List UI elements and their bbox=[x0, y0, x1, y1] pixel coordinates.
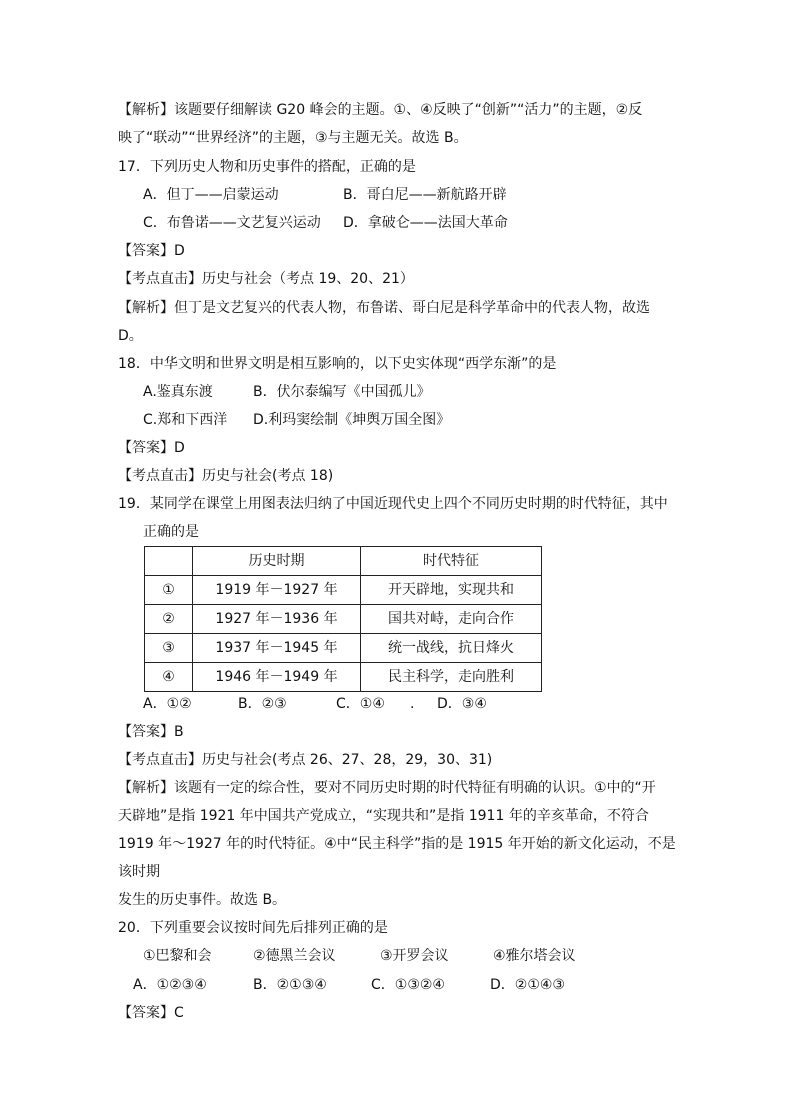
q17-analysis-line1: 【解析】但丁是文艺复兴的代表人物，布鲁诺、哥白尼是科学革命中的代表人物，故选 bbox=[118, 300, 650, 316]
table-cell: ② bbox=[145, 605, 193, 634]
q19-analysis-line5: 发生的历史事件。故选 B。 bbox=[118, 892, 287, 908]
q17-analysis-line2: D。 bbox=[118, 328, 143, 344]
q20-option-c: C．①③②④ bbox=[371, 977, 445, 993]
q20-option-d: D．②①④③ bbox=[490, 977, 565, 993]
table-row bbox=[145, 605, 542, 634]
q19-table bbox=[144, 546, 542, 692]
table-row bbox=[145, 576, 542, 605]
q18-option-a: A.鉴真东渡 bbox=[143, 384, 213, 400]
q17-answer: 【答案】D bbox=[118, 243, 185, 259]
table-cell: 1937 年－1945 年 bbox=[193, 634, 361, 663]
q19-answer: 【答案】B bbox=[118, 724, 184, 740]
q17-stem: 17．下列历史人物和历史事件的搭配，正确的是 bbox=[118, 159, 416, 175]
q20-item-3: ③开罗会议 bbox=[380, 948, 449, 964]
table-header-cell: 时代特征 bbox=[361, 547, 542, 576]
q17-option-d: D．拿破仑——法国大革命 bbox=[343, 215, 508, 231]
table-cell: ① bbox=[145, 576, 193, 605]
q20-answer: 【答案】C bbox=[118, 1005, 184, 1021]
q20-option-b: B．②①③④ bbox=[253, 977, 327, 993]
q18-stem: 18．中华文明和世界文明是相互影响的，以下史实体现“西学东渐”的是 bbox=[118, 356, 557, 372]
q17-option-b: B．哥白尼——新航路开辟 bbox=[343, 187, 507, 203]
table-header-cell: 历史时期 bbox=[193, 547, 361, 576]
table-cell: 民主科学，走向胜利 bbox=[361, 663, 542, 692]
q18-option-b: B．伏尔泰编写《中国孤儿》 bbox=[253, 384, 431, 400]
q19-option-a: A．①② bbox=[143, 696, 192, 712]
q18-answer: 【答案】D bbox=[118, 440, 185, 456]
q19-option-d: D．③④ bbox=[437, 696, 487, 712]
table-header-cell bbox=[145, 547, 193, 576]
q20-option-a: A．①②③④ bbox=[133, 977, 207, 993]
table-cell: 统一战线，抗日烽火 bbox=[361, 634, 542, 663]
table-header-row bbox=[145, 547, 542, 576]
q19-option-b: B．②③ bbox=[238, 696, 287, 712]
table-cell: 1919 年－1927 年 bbox=[193, 576, 361, 605]
q19-stem-line1: 19．某同学在课堂上用图表法归纳了中国近现代史上四个不同历史时期的时代特征，其中 bbox=[118, 496, 668, 512]
q20-item-4: ④雅尔塔会议 bbox=[493, 948, 576, 964]
table-cell: 1927 年－1936 年 bbox=[193, 605, 361, 634]
q19-option-c: C．①④ bbox=[336, 696, 385, 712]
q19-analysis-line2: 天辟地”是指 1921 年中国共产党成立，“实现共和”是指 1911 年的辛亥革命，不符合 bbox=[118, 808, 649, 824]
q17-point: 【考点直击】历史与社会（考点 19、20、21） bbox=[118, 271, 414, 287]
table-row bbox=[145, 663, 542, 692]
table-cell: 开天辟地，实现共和 bbox=[361, 576, 542, 605]
q17-option-c: C．布鲁诺——文艺复兴运动 bbox=[143, 215, 321, 231]
q19-stem-line2: 正确的是 bbox=[143, 524, 199, 540]
q19-analysis-line4: 该时期 bbox=[118, 864, 160, 880]
table-cell: ③ bbox=[145, 634, 193, 663]
q16-analysis-line1: 【解析】该题要仔细解读 G20 峰会的主题。①、④反映了“创新”“活力”的主题，②反 bbox=[118, 102, 643, 118]
table-cell: 国共对峙，走向合作 bbox=[361, 605, 542, 634]
q16-analysis-line2: 映了“联动”“世界经济”的主题，③与主题无关。故选 B。 bbox=[118, 130, 468, 146]
q18-option-c: C.郑和下西洋 bbox=[143, 412, 228, 428]
table-cell: ④ bbox=[145, 663, 193, 692]
q18-option-d: D.利玛窦绘制《坤舆万国全图》 bbox=[253, 412, 451, 428]
table-row bbox=[145, 634, 542, 663]
q20-item-2: ②德黑兰会议 bbox=[253, 948, 336, 964]
q17-option-a: A．但丁——启蒙运动 bbox=[143, 187, 279, 203]
q20-stem: 20．下列重要会议按时间先后排列正确的是 bbox=[118, 920, 388, 936]
table-cell: 1946 年－1949 年 bbox=[193, 663, 361, 692]
q18-point: 【考点直击】历史与社会(考点 18) bbox=[118, 468, 334, 484]
q19-stray-mark: . bbox=[410, 696, 415, 712]
q19-analysis-line3: 1919 年～1927 年的时代特征。④中“民主科学”指的是 1915 年开始的新文化运动，不是 bbox=[118, 836, 676, 852]
q19-point: 【考点直击】历史与社会(考点 26、27、28，29，30、31) bbox=[118, 752, 493, 768]
q19-analysis-line1: 【解析】该题有一定的综合性，要对不同历史时期的时代特征有明确的认识。①中的“开 bbox=[118, 780, 656, 796]
q20-item-1: ①巴黎和会 bbox=[143, 948, 212, 964]
